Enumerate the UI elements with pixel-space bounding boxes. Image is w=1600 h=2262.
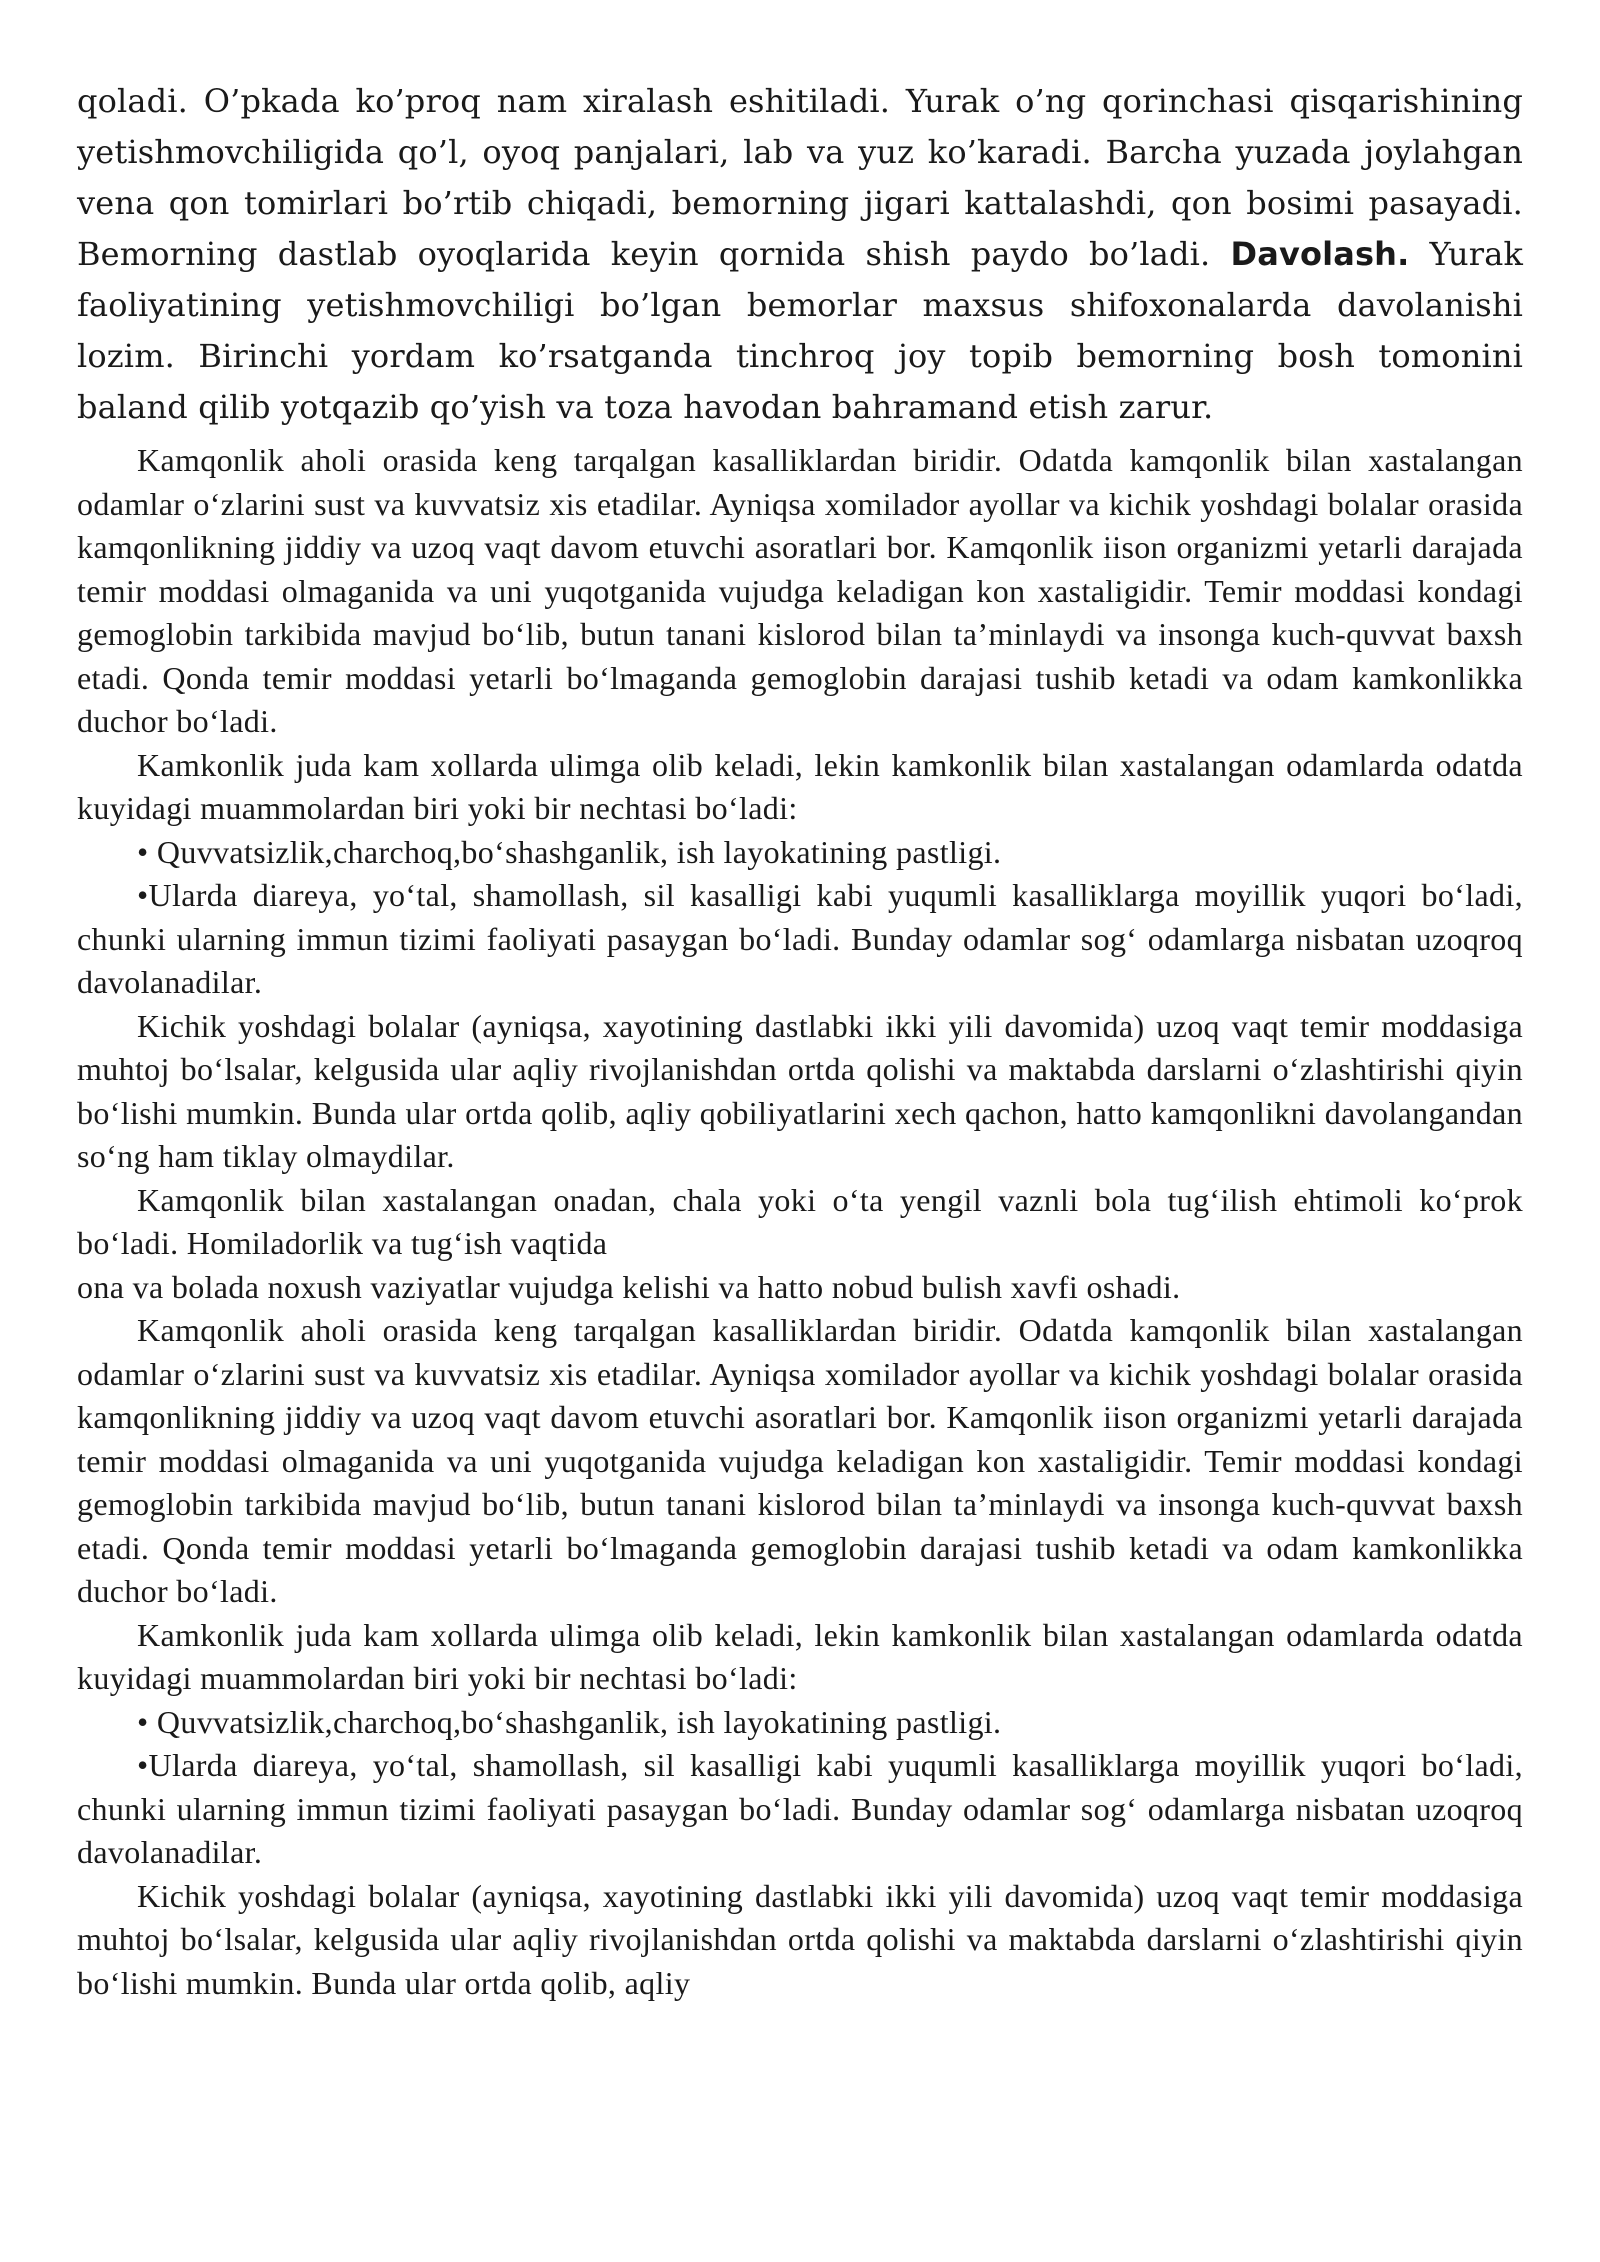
body-paragraph: Kamqonlik bilan xastalangan onadan, chala yoki o‘ta yengil vaznli bola tug‘ilish ehtimoli ko‘prok bo‘ladi. Homiladorlik va tug‘ish vaqtida xyxy=(77,1181,1523,1261)
lead-paragraph xyxy=(77,76,1523,433)
body-paragraph-continuation: ona va bolada noxush vaziyatlar vujudga kelishi va hatto nobud bulish xavfi oshadi. xyxy=(77,1268,1181,1305)
davolash-heading: Davolash. xyxy=(1230,235,1410,273)
document-page xyxy=(77,76,1523,2005)
lead-text-start: qoladi. O’pkada ko’proq nam xiralash eshitiladi. Yurak o’ng qorinchasi qisqarishining yetishmovchiligida qo’l, oyoq panjalari, lab va yuz ko’karadi. Barcha yuzada joylahgan vena qon tomirlari bo’rtib chiqadi, bemorning jigari kattalashdi, qon bosimi pasayadi. Bemorning dastlab oyoqlarida keyin qornida shish paydo bo’ladi. xyxy=(77,82,1523,273)
body-paragraph: Kichik yoshdagi bolalar (ayniqsa, xayotining dastlabki ikki yili davomida) uzoq vaqt temir moddasiga muhtoj bo‘lsalar, kelgusida ular aqliy rivojlanishdan ortda qolishi va maktabda darslarni o‘zlashtirishi qiyin bo‘lishi mumkin. Bunda ular ortda qolib, aqliy qobiliyatlarini xech qachon, hatto kamqonlikni davolangandan so‘ng ham tiklay olmaydilar. xyxy=(77,1007,1523,1174)
bullet-item: • Quvvatsizlik,charchoq,bo‘shashganlik, ish layokatining pastligi. xyxy=(137,833,1002,870)
bullet-item: • Quvvatsizlik,charchoq,bo‘shashganlik, ish layokatining pastligi. xyxy=(137,1703,1002,1740)
body-paragraph: Kamqonlik aholi orasida keng tarqalgan kasalliklardan biridir. Odatda kamqonlik bilan xastalangan odamlar o‘zlarini sust va kuvvatsiz xis etadilar. Ayniqsa xomilador ayollar va kichik yoshdagi bolalar orasida kamqonlikning jiddiy va uzoq vaqt davom etuvchi asoratlari bor. Kamqonlik iison organizmi yetarli darajada temir moddasi olmaganida va uni yuqotganida vujudga keladigan kon xastaligidir. Temir moddasi kondagi gemoglobin tarkibida mavjud bo‘lib, butun tanani kislorod bilan ta’minlaydi va insonga kuch-quvvat baxsh etadi. Qonda temir moddasi yetarli bo‘lmaganda gemoglobin darajasi tushib ketadi va odam kamkonlikka duchor bo‘ladi. xyxy=(77,442,1523,739)
body-paragraph: Kamkonlik juda kam xollarda ulimga olib keladi, lekin kamkonlik bilan xastalangan odamlarda odatda kuyidagi muammolardan biri yoki bir nechtasi bo‘ladi: xyxy=(77,1616,1523,1696)
body-paragraph: Kamqonlik aholi orasida keng tarqalgan kasalliklardan biridir. Odatda kamqonlik bilan xastalangan odamlar o‘zlarini sust va kuvvatsiz xis etadilar. Ayniqsa xomilador ayollar va kichik yoshdagi bolalar orasida kamqonlikning jiddiy va uzoq vaqt davom etuvchi asoratlari bor. Kamqonlik iison organizmi yetarli darajada temir moddasi olmaganida va uni yuqotganida vujudga keladigan kon xastaligidir. Temir moddasi kondagi gemoglobin tarkibida mavjud bo‘lib, butun tanani kislorod bilan ta’minlaydi va insonga kuch-quvvat baxsh etadi. Qonda temir moddasi yetarli bo‘lmaganda gemoglobin darajasi tushib ketadi va odam kamkonlikka duchor bo‘ladi. xyxy=(77,1312,1523,1609)
body-paragraph: Kichik yoshdagi bolalar (ayniqsa, xayotining dastlabki ikki yili davomida) uzoq vaqt temir moddasiga muhtoj bo‘lsalar, kelgusida ular aqliy rivojlanishdan ortda qolishi va maktabda darslarni o‘zlashtirishi qiyin bo‘lishi mumkin. Bunda ular ortda qolib, aqliy xyxy=(77,1877,1523,2001)
body-paragraph: Kamkonlik juda kam xollarda ulimga olib keladi, lekin kamkonlik bilan xastalangan odamlarda odatda kuyidagi muammolardan biri yoki bir nechtasi bo‘ladi: xyxy=(77,746,1523,826)
bullet-item: •Ularda diareya, yo‘tal, shamollash, sil kasalligi kabi yuqumli kasalliklarga moyillik yuqori bo‘ladi, chunki ularning immun tizimi faoliyati pasaygan bo‘ladi. Bunday odamlar sog‘ odamlarga nisbatan uzoqroq davolanadilar. xyxy=(77,1747,1523,1870)
bullet-item: •Ularda diareya, yo‘tal, shamollash, sil kasalligi kabi yuqumli kasalliklarga moyillik yuqori bo‘ladi, chunki ularning immun tizimi faoliyati pasaygan bo‘ladi. Bunday odamlar sog‘ odamlarga nisbatan uzoqroq davolanadilar. xyxy=(77,877,1523,1000)
lead-text-end: Yurak faoliyatining yetishmovchiligi bo’lgan bemorlar maxsus shifoxonalarda davolanishi lozim. Birinchi yordam ko’rsatganda tinchroq joy topib bemorning bosh tomonini baland qilib yotqazib qo’yish va toza havodan bahramand etish zarur. xyxy=(77,235,1523,426)
